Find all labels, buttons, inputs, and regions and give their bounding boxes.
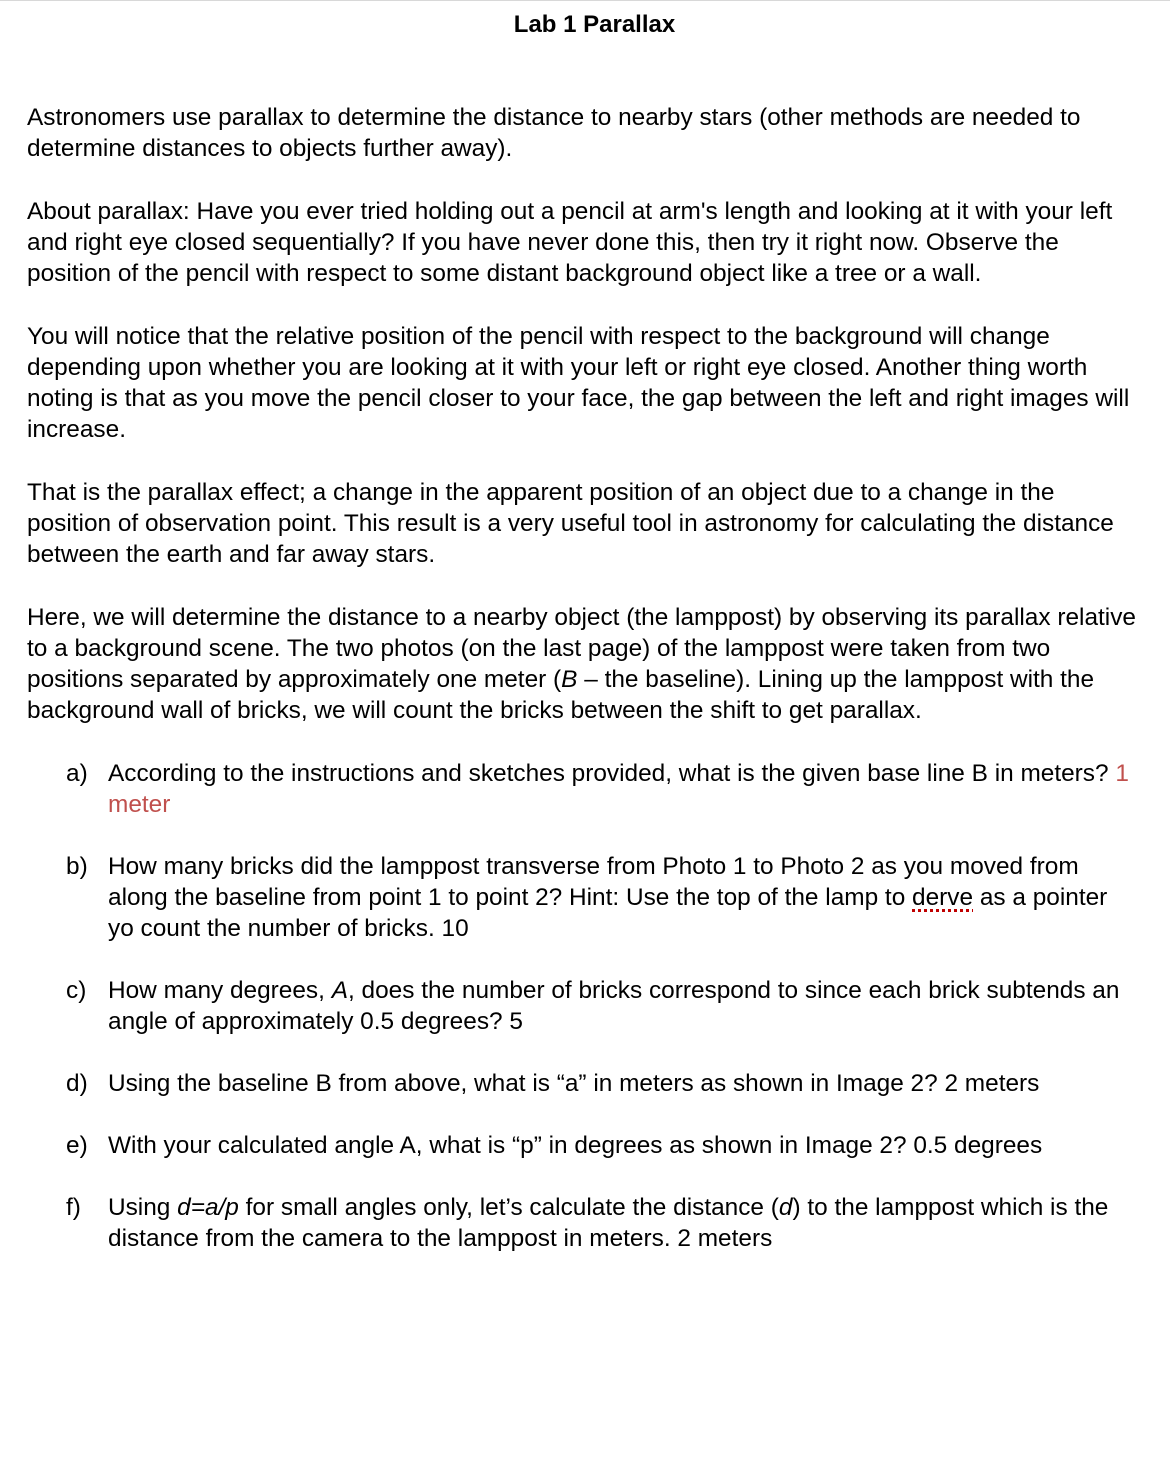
page-title: Lab 1 Parallax — [513, 11, 676, 38]
question-text: How many degrees, — [108, 977, 325, 1004]
question-f — [27, 1192, 1137, 1254]
question-marker: e) — [66, 1132, 88, 1159]
question-text: ) to the lamppost which is the distance from the camera to the lamppost in meters. — [108, 1194, 1109, 1252]
distance-symbol: d — [778, 1194, 793, 1221]
answer-text: 10 — [441, 915, 469, 942]
question-e — [27, 1130, 1137, 1161]
question-c — [27, 975, 1137, 1037]
top-page-border — [0, 0, 1170, 4]
paragraph-text: Here, we will determine the distance to a nearby object (the lamppost) by observing its parallax relative to a background scene. The two photos (on the last page) of the lamppost were taken from two positions separated by approximately one meter ( — [27, 604, 1136, 693]
question-b — [27, 851, 1137, 944]
answer-text: 2 meters — [944, 1070, 1040, 1097]
question-d — [27, 1068, 1137, 1099]
question-marker: b) — [66, 853, 88, 880]
paragraph-text: – the baseline). Lining up the lamppost with the background wall of bricks, we will count the bricks between the shift to get parallax. — [27, 666, 1095, 724]
question-text: How many bricks did the lamppost transverse from Photo 1 to Photo 2 as you moved from along the baseline from point 1 to point 2? Hint: Use the top of the lamp to — [108, 853, 1079, 911]
paragraph-intro: Astronomers use parallax to determine the distance to nearby stars (other methods are needed to determine distances to objects further away). — [27, 104, 1081, 162]
paragraph-parallax-effect: That is the parallax effect; a change in the apparent position of an object due to a change in the position of observation point. This result is a very useful tool in astronomy for calculating the distance between the earth and far away stars. — [27, 479, 1114, 568]
paragraph-lamppost-method — [27, 602, 1137, 726]
question-marker: c) — [66, 977, 87, 1004]
angle-symbol: A — [331, 977, 348, 1004]
question-text: for small angles only, let’s calculate the distance ( — [245, 1194, 779, 1221]
answer-text: 2 meters — [677, 1225, 773, 1252]
paragraph-about-parallax: About parallax: Have you ever tried holding out a pencil at arm's length and looking at it with your left and right eye closed sequentially? If you have never done this, then try it right now. Observe the position of the pencil with respect to some distant background object like a tree or a wall. — [27, 198, 1113, 287]
question-marker: d) — [66, 1070, 88, 1097]
question-list — [27, 758, 1137, 1254]
question-text: Using — [108, 1194, 171, 1221]
question-text: as a pointer yo count the number of bricks. — [108, 884, 1108, 942]
answer-text: 1 meter — [108, 760, 1129, 818]
question-marker: f) — [66, 1194, 81, 1221]
question-text: According to the instructions and sketches provided, what is the given base line B in meters? — [108, 760, 1109, 787]
formula: d=a/p — [177, 1194, 239, 1221]
question-a — [27, 758, 1137, 820]
baseline-symbol: B — [561, 666, 578, 693]
answer-text: 5 — [509, 1008, 523, 1035]
question-text: Using the baseline B from above, what is “a” in meters as shown in Image 2? — [108, 1070, 938, 1097]
document-page — [27, 10, 1137, 1254]
spelling-flagged-word[interactable]: derve — [912, 884, 974, 911]
question-text: With your calculated angle A, what is “p” in degrees as shown in Image 2? — [108, 1132, 907, 1159]
question-text: , does the number of bricks correspond to since each brick subtends an angle of approximately 0.5 degrees? — [108, 977, 1120, 1035]
paragraph-relative-position: You will notice that the relative position of the pencil with respect to the background will change depending upon whether you are looking at it with your left or right eye closed. Another thing worth noting is that as you move the pencil closer to your face, the gap between the left and right images will increase. — [27, 323, 1130, 443]
answer-text: 0.5 degrees — [913, 1132, 1043, 1159]
question-marker: a) — [66, 760, 88, 787]
